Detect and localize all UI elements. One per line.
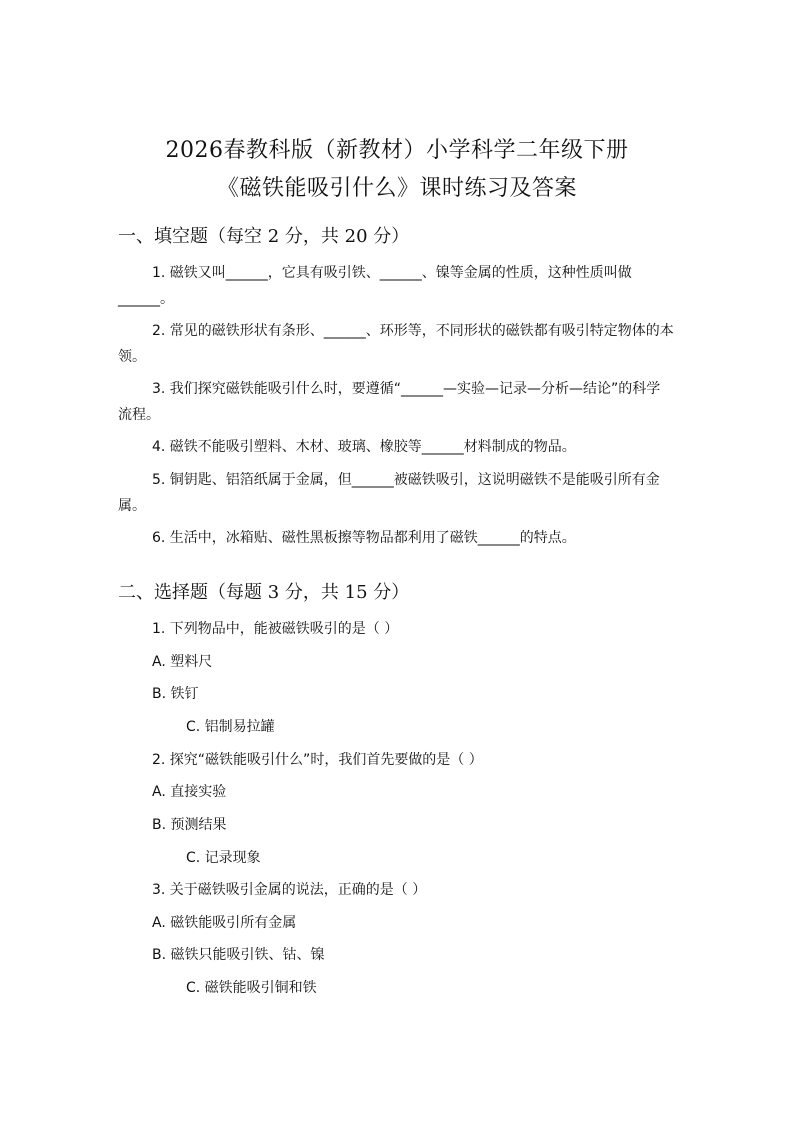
choice-question-1: 1. 下列物品中，能被磁铁吸引的是（ ）	[152, 621, 399, 637]
choice-option-1b: B. 铁钉	[152, 686, 199, 702]
choice-option-2c: C. 记录现象	[186, 850, 261, 866]
section-heading-fill-in: 一、填空题（每空 2 分，共 20 分）	[118, 226, 410, 247]
choice-option-3c: C. 磁铁能吸引铜和铁	[186, 980, 317, 996]
fill-in-question-3: 3. 我们探究磁铁能吸引什么时，要遵循“______—实验—记录—分析—结论”的科学流程。	[118, 381, 661, 423]
fill-in-question-1: 1. 磁铁又叫______，它具有吸引铁、______、镍等金属的性质，这种性质叫做______。	[118, 265, 632, 307]
fill-in-question-4: 4. 磁铁不能吸引塑料、木材、玻璃、橡胶等______材料制成的物品。	[152, 439, 576, 455]
fill-in-question-2: 2. 常见的磁铁形状有条形、______、环形等，不同形状的磁铁都有吸引特定物体的本领。	[118, 323, 674, 365]
choice-option-2b: B. 预测结果	[152, 817, 227, 833]
document-title-line-1: 2026春教科版（新教材）小学科学二年级下册	[165, 138, 629, 163]
choice-option-3b: B. 磁铁只能吸引铁、钴、镍	[152, 947, 325, 963]
choice-option-1c: C. 铝制易拉罐	[186, 719, 275, 735]
choice-question-2: 2. 探究“磁铁能吸引什么”时，我们首先要做的是（ ）	[152, 752, 483, 768]
fill-in-question-5: 5. 铜钥匙、铝箔纸属于金属，但______被磁铁吸引，这说明磁铁不是能吸引所有金属。	[118, 472, 660, 514]
choice-option-1a: A. 塑料尺	[152, 654, 213, 670]
section-heading-multiple-choice: 二、选择题（每题 3 分，共 15 分）	[118, 582, 410, 603]
document-title-line-2: 《磁铁能吸引什么》课时练习及答案	[216, 176, 577, 201]
choice-question-3: 3. 关于磁铁吸引金属的说法，正确的是（ ）	[152, 882, 427, 898]
fill-in-question-6: 6. 生活中，冰箱贴、磁性黑板擦等物品都利用了磁铁______的特点。	[152, 530, 576, 546]
choice-option-2a: A. 直接实验	[152, 784, 227, 800]
choice-option-3a: A. 磁铁能吸引所有金属	[152, 915, 297, 931]
